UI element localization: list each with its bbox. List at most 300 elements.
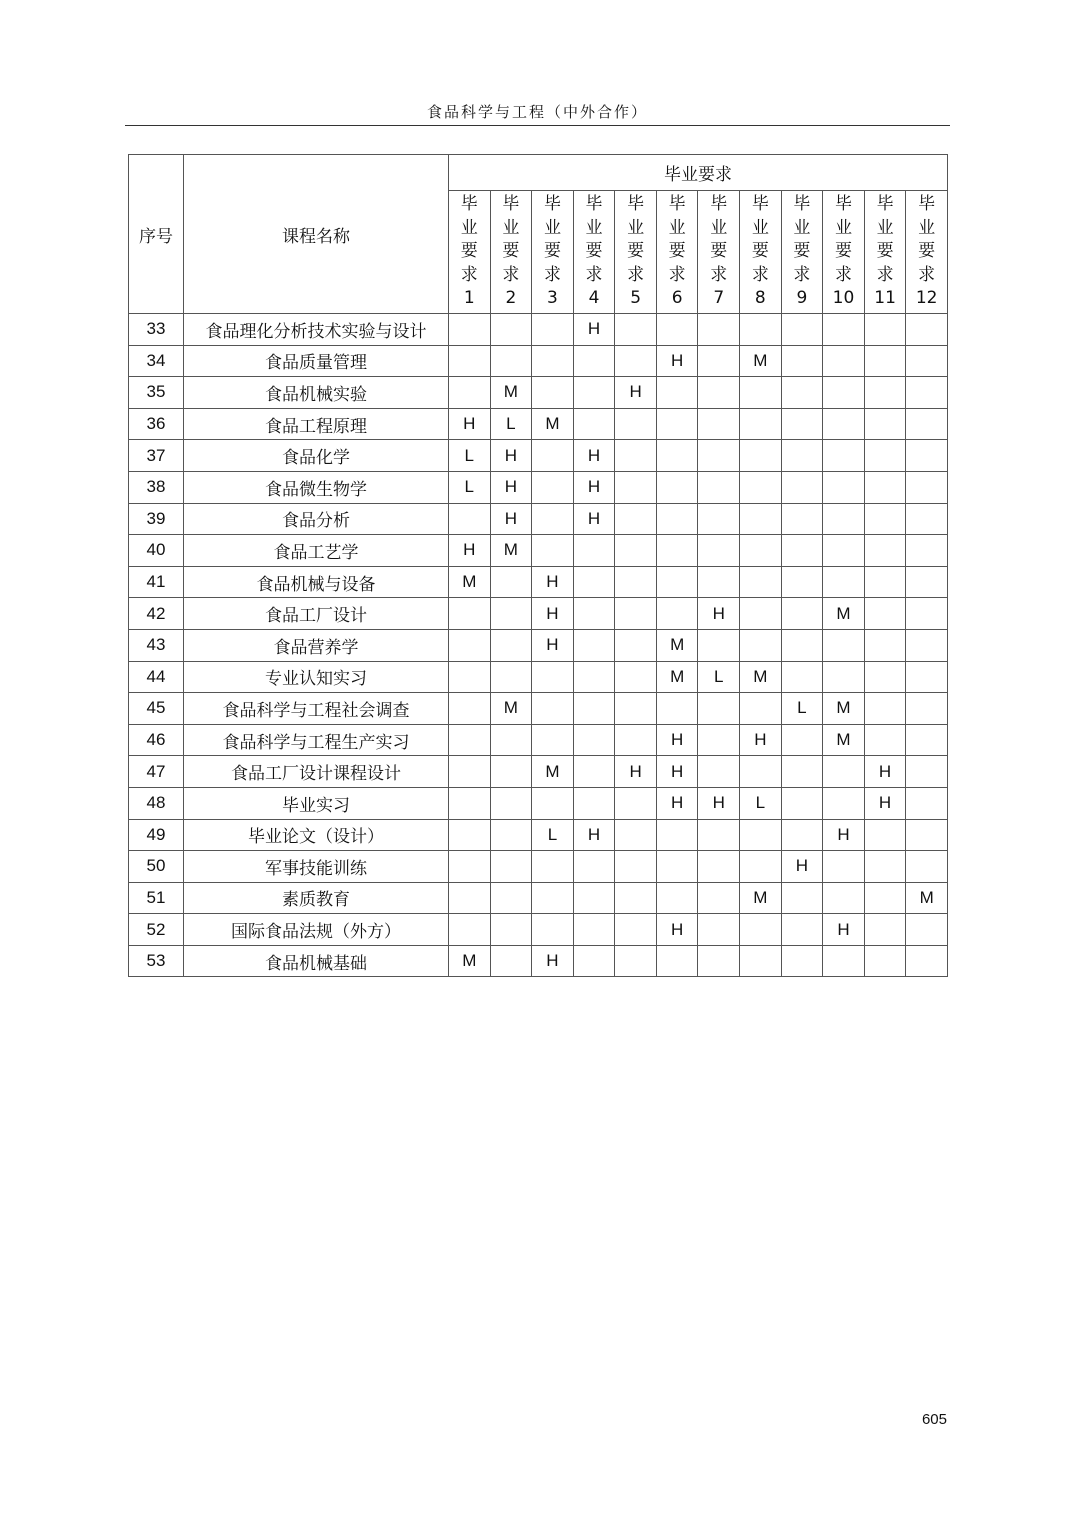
requirement-mark-cell: H (573, 314, 615, 346)
requirement-mark-cell (823, 787, 865, 819)
table-row (129, 535, 948, 567)
requirement-mark-cell: H (656, 787, 698, 819)
requirement-mark-cell (864, 693, 906, 725)
requirement-header-char: 毕 (543, 194, 561, 215)
requirement-mark-cell (740, 945, 782, 977)
requirement-mark-cell (823, 408, 865, 440)
requirement-mark-cell (656, 471, 698, 503)
requirement-mark-cell (615, 724, 657, 756)
table-row (129, 471, 948, 503)
requirement-mark-cell (906, 503, 948, 535)
requirement-mark-cell (781, 914, 823, 946)
requirement-mark-cell (698, 914, 740, 946)
row-seq: 38 (129, 471, 184, 503)
requirement-header-char: 8 (754, 288, 766, 309)
table-row (129, 851, 948, 883)
table-row (129, 882, 948, 914)
requirement-mark-cell (906, 756, 948, 788)
row-seq: 43 (129, 629, 184, 661)
requirement-mark-cell (698, 693, 740, 725)
requirement-header-char: 业 (460, 217, 478, 238)
requirement-mark-cell (823, 566, 865, 598)
requirement-header-char: 要 (918, 241, 936, 262)
requirement-mark-cell: H (490, 471, 532, 503)
requirement-mark-cell (490, 629, 532, 661)
requirement-header-char: 求 (627, 264, 645, 285)
requirement-mark-cell (532, 314, 574, 346)
row-seq: 37 (129, 440, 184, 472)
row-course-name: 国际食品法规（外方） (184, 914, 449, 946)
column-header-requirement-9 (781, 191, 823, 314)
requirement-header-char: 求 (918, 264, 936, 285)
requirement-mark-cell (573, 345, 615, 377)
column-header-requirement-1 (449, 191, 491, 314)
requirement-mark-cell (740, 914, 782, 946)
column-header-requirement-2 (490, 191, 532, 314)
row-seq: 34 (129, 345, 184, 377)
requirement-header-char: 毕 (460, 194, 478, 215)
requirement-mark-cell (781, 566, 823, 598)
requirement-header-char: 11 (874, 288, 896, 309)
requirement-mark-cell (781, 724, 823, 756)
requirement-mark-cell (823, 440, 865, 472)
requirement-mark-cell (906, 471, 948, 503)
row-seq: 45 (129, 693, 184, 725)
requirement-header-char: 求 (834, 264, 852, 285)
requirement-mark-cell (864, 535, 906, 567)
requirement-mark-cell (781, 598, 823, 630)
requirement-header-char: 业 (834, 217, 852, 238)
requirement-mark-cell (532, 787, 574, 819)
requirement-header-char: 5 (630, 288, 642, 309)
requirement-mark-cell (615, 566, 657, 598)
requirement-mark-cell (698, 535, 740, 567)
table-row (129, 377, 948, 409)
column-header-requirement-5 (615, 191, 657, 314)
requirement-mark-cell (449, 598, 491, 630)
requirement-header-char: 业 (502, 217, 520, 238)
requirement-mark-cell (532, 914, 574, 946)
table-row (129, 408, 948, 440)
requirement-mark-cell (449, 503, 491, 535)
requirement-mark-cell (864, 629, 906, 661)
requirement-header-char: 求 (543, 264, 561, 285)
requirement-mark-cell: H (781, 851, 823, 883)
row-course-name: 毕业实习 (184, 787, 449, 819)
requirement-mark-cell (864, 724, 906, 756)
requirement-mark-cell: H (573, 503, 615, 535)
requirement-mark-cell (573, 787, 615, 819)
requirement-mark-cell (449, 787, 491, 819)
requirement-header-char: 要 (834, 241, 852, 262)
requirement-header-char: 4 (588, 288, 600, 309)
requirement-mark-cell (906, 914, 948, 946)
requirement-mark-cell (864, 661, 906, 693)
requirement-mark-cell (823, 756, 865, 788)
requirement-mark-cell (864, 503, 906, 535)
requirement-mark-cell (449, 629, 491, 661)
requirement-mark-cell (864, 566, 906, 598)
table-row (129, 724, 948, 756)
requirement-mark-cell (698, 629, 740, 661)
requirement-mark-cell (449, 819, 491, 851)
requirement-mark-cell: M (656, 629, 698, 661)
requirement-mark-cell (449, 756, 491, 788)
row-seq: 42 (129, 598, 184, 630)
requirement-mark-cell (490, 566, 532, 598)
requirement-mark-cell (490, 724, 532, 756)
requirement-mark-cell (573, 882, 615, 914)
row-seq: 49 (129, 819, 184, 851)
requirement-header-char: 求 (585, 264, 603, 285)
row-seq: 52 (129, 914, 184, 946)
requirement-mark-cell (449, 345, 491, 377)
requirement-mark-cell (781, 503, 823, 535)
requirement-mark-cell (906, 693, 948, 725)
requirement-mark-cell (490, 756, 532, 788)
requirement-mark-cell (781, 377, 823, 409)
row-course-name: 食品微生物学 (184, 471, 449, 503)
requirement-mark-cell: M (532, 756, 574, 788)
requirement-mark-cell (823, 535, 865, 567)
requirement-mark-cell (449, 314, 491, 346)
requirement-mark-cell (615, 314, 657, 346)
table-row (129, 345, 948, 377)
requirement-mark-cell (823, 882, 865, 914)
requirement-mark-cell (906, 598, 948, 630)
row-course-name: 食品化学 (184, 440, 449, 472)
column-header-requirement-6 (656, 191, 698, 314)
column-header-requirement-4 (573, 191, 615, 314)
requirement-header-char: 求 (460, 264, 478, 285)
requirement-mark-cell: H (698, 787, 740, 819)
requirement-mark-cell (615, 882, 657, 914)
requirement-mark-cell (740, 819, 782, 851)
requirement-mark-cell: M (823, 724, 865, 756)
requirement-mark-cell (615, 471, 657, 503)
requirement-mark-cell (532, 724, 574, 756)
requirement-mark-cell (823, 377, 865, 409)
requirement-mark-cell (573, 693, 615, 725)
requirement-mark-cell (573, 629, 615, 661)
requirement-header-char: 1 (463, 288, 475, 309)
requirement-header-char: 毕 (627, 194, 645, 215)
requirement-mark-cell (573, 377, 615, 409)
requirement-mark-cell (906, 345, 948, 377)
requirement-mark-cell: H (698, 598, 740, 630)
requirement-mark-cell (823, 314, 865, 346)
requirement-mark-cell (781, 314, 823, 346)
requirement-mark-cell (864, 819, 906, 851)
column-header-requirement-10 (823, 191, 865, 314)
requirement-mark-cell: H (656, 914, 698, 946)
requirement-mark-cell (864, 882, 906, 914)
requirement-mark-cell: L (698, 661, 740, 693)
requirement-mark-cell (698, 314, 740, 346)
row-seq: 39 (129, 503, 184, 535)
requirement-mark-cell (573, 945, 615, 977)
requirement-mark-cell (781, 819, 823, 851)
requirement-header-char: 要 (502, 241, 520, 262)
requirement-mark-cell (532, 471, 574, 503)
requirement-mark-cell: H (532, 566, 574, 598)
row-seq: 53 (129, 945, 184, 977)
requirement-mark-cell (864, 598, 906, 630)
requirement-mark-cell (656, 819, 698, 851)
requirement-mark-cell (615, 440, 657, 472)
requirement-mark-cell (823, 503, 865, 535)
table-row (129, 661, 948, 693)
requirement-mark-cell (615, 661, 657, 693)
requirement-mark-cell (698, 471, 740, 503)
requirement-mark-cell (615, 598, 657, 630)
requirement-mark-cell: M (823, 598, 865, 630)
requirement-mark-cell: M (740, 661, 782, 693)
requirement-mark-cell (781, 345, 823, 377)
requirement-mark-cell (615, 503, 657, 535)
requirement-header-char: 业 (876, 217, 894, 238)
requirement-header-char: 求 (668, 264, 686, 285)
row-course-name: 食品工艺学 (184, 535, 449, 567)
requirement-mark-cell (823, 851, 865, 883)
requirement-mark-cell (532, 345, 574, 377)
requirement-header-char: 10 (832, 288, 855, 309)
requirement-mark-cell (573, 724, 615, 756)
requirement-mark-cell (490, 598, 532, 630)
requirement-mark-cell (740, 377, 782, 409)
requirement-mark-cell: L (781, 693, 823, 725)
requirement-mark-cell: L (740, 787, 782, 819)
requirement-mark-cell (906, 314, 948, 346)
column-header-requirement-8 (740, 191, 782, 314)
requirement-mark-cell: M (449, 566, 491, 598)
requirement-mark-cell (781, 882, 823, 914)
matrix-body (129, 314, 948, 977)
requirement-header-char: 毕 (751, 194, 769, 215)
requirement-mark-cell (573, 661, 615, 693)
requirement-header-char: 业 (710, 217, 728, 238)
requirement-mark-cell (532, 851, 574, 883)
requirement-mark-cell (740, 314, 782, 346)
requirement-header-char: 毕 (834, 194, 852, 215)
requirement-mark-cell: M (823, 693, 865, 725)
requirement-header-char: 要 (793, 241, 811, 262)
requirement-mark-cell (906, 724, 948, 756)
requirement-header-char: 业 (627, 217, 645, 238)
row-seq: 35 (129, 377, 184, 409)
requirement-mark-cell (864, 440, 906, 472)
requirement-mark-cell (740, 440, 782, 472)
requirement-mark-cell (656, 945, 698, 977)
requirement-mark-cell: H (532, 945, 574, 977)
requirement-mark-cell (532, 882, 574, 914)
requirement-mark-cell: M (740, 882, 782, 914)
requirement-header-char: 业 (668, 217, 686, 238)
row-seq: 48 (129, 787, 184, 819)
requirement-header-char: 7 (713, 288, 725, 309)
requirement-mark-cell (698, 945, 740, 977)
row-seq: 44 (129, 661, 184, 693)
requirement-mark-cell (906, 629, 948, 661)
requirement-mark-cell (823, 629, 865, 661)
requirement-mark-cell: H (449, 535, 491, 567)
requirement-mark-cell (656, 851, 698, 883)
table-row (129, 945, 948, 977)
requirement-mark-cell: H (532, 629, 574, 661)
graduation-requirements-matrix (128, 154, 948, 977)
column-header-course-name: 课程名称 (184, 155, 449, 314)
requirement-mark-cell (532, 503, 574, 535)
requirement-mark-cell: H (656, 345, 698, 377)
requirement-mark-cell (573, 535, 615, 567)
requirement-header-char: 要 (460, 241, 478, 262)
table-row (129, 756, 948, 788)
requirement-header-char: 12 (915, 288, 938, 309)
row-course-name: 食品科学与工程生产实习 (184, 724, 449, 756)
requirement-mark-cell: H (573, 471, 615, 503)
requirement-mark-cell: H (615, 377, 657, 409)
requirement-mark-cell (864, 914, 906, 946)
requirement-mark-cell (656, 566, 698, 598)
row-seq: 51 (129, 882, 184, 914)
page-number: 605 (921, 1411, 947, 1428)
requirement-mark-cell: H (615, 756, 657, 788)
row-course-name: 毕业论文（设计） (184, 819, 449, 851)
requirement-mark-cell (823, 345, 865, 377)
requirement-mark-cell (573, 598, 615, 630)
requirement-mark-cell (490, 314, 532, 346)
requirement-mark-cell (781, 661, 823, 693)
requirement-mark-cell (740, 598, 782, 630)
requirement-mark-cell: H (864, 756, 906, 788)
requirement-mark-cell (573, 851, 615, 883)
requirement-header-char: 毕 (710, 194, 728, 215)
requirement-header-char: 要 (585, 241, 603, 262)
requirement-mark-cell (740, 629, 782, 661)
row-course-name: 素质教育 (184, 882, 449, 914)
table-row (129, 566, 948, 598)
requirement-header-char: 业 (918, 217, 936, 238)
requirement-mark-cell (906, 787, 948, 819)
requirement-header-char: 3 (547, 288, 558, 309)
table-row (129, 503, 948, 535)
row-course-name: 食品科学与工程社会调查 (184, 693, 449, 725)
requirement-mark-cell: M (490, 693, 532, 725)
requirement-mark-cell (698, 566, 740, 598)
requirement-mark-cell: H (449, 408, 491, 440)
requirement-header-char: 毕 (793, 194, 811, 215)
row-course-name: 食品营养学 (184, 629, 449, 661)
column-header-requirement-11 (864, 191, 906, 314)
requirement-mark-cell (823, 471, 865, 503)
requirement-mark-cell: M (906, 882, 948, 914)
requirement-header-char: 要 (751, 241, 769, 262)
requirement-mark-cell (698, 440, 740, 472)
requirement-mark-cell (740, 503, 782, 535)
row-seq: 40 (129, 535, 184, 567)
requirement-mark-cell (615, 914, 657, 946)
column-header-requirement-3 (532, 191, 574, 314)
requirement-mark-cell (490, 345, 532, 377)
table-row (129, 598, 948, 630)
requirement-mark-cell (698, 882, 740, 914)
row-seq: 36 (129, 408, 184, 440)
table-row (129, 693, 948, 725)
requirement-mark-cell (490, 914, 532, 946)
requirement-mark-cell (864, 408, 906, 440)
requirement-mark-cell: H (864, 787, 906, 819)
requirement-mark-cell (532, 377, 574, 409)
requirement-header-char: 毕 (502, 194, 520, 215)
requirement-header-char: 6 (671, 288, 683, 309)
requirement-mark-cell (740, 471, 782, 503)
row-course-name: 食品工厂设计课程设计 (184, 756, 449, 788)
requirement-mark-cell (573, 914, 615, 946)
requirement-mark-cell (615, 345, 657, 377)
requirement-header-char: 9 (796, 288, 808, 309)
requirement-mark-cell: H (823, 914, 865, 946)
row-course-name: 食品理化分析技术实验与设计 (184, 314, 449, 346)
requirement-mark-cell (906, 851, 948, 883)
row-course-name: 食品机械实验 (184, 377, 449, 409)
header-row-group (129, 155, 948, 191)
requirement-mark-cell (615, 819, 657, 851)
requirement-mark-cell (740, 693, 782, 725)
requirement-header-char: 要 (668, 241, 686, 262)
requirement-header-char: 业 (793, 217, 811, 238)
requirement-header-char: 要 (543, 241, 561, 262)
requirement-mark-cell (573, 566, 615, 598)
requirement-mark-cell: M (532, 408, 574, 440)
requirement-header-char: 毕 (876, 194, 894, 215)
requirement-mark-cell (656, 882, 698, 914)
requirement-mark-cell (781, 787, 823, 819)
requirement-mark-cell (864, 314, 906, 346)
requirement-mark-cell (864, 345, 906, 377)
requirement-mark-cell (781, 440, 823, 472)
requirement-mark-cell (698, 819, 740, 851)
requirement-mark-cell (656, 408, 698, 440)
requirement-mark-cell (698, 503, 740, 535)
requirement-mark-cell (532, 535, 574, 567)
row-seq: 46 (129, 724, 184, 756)
row-course-name: 食品工程原理 (184, 408, 449, 440)
requirement-header-char: 要 (876, 241, 894, 262)
column-header-seq: 序号 (129, 155, 184, 314)
requirement-mark-cell (615, 693, 657, 725)
requirement-mark-cell (449, 851, 491, 883)
requirement-mark-cell (449, 377, 491, 409)
requirement-mark-cell (449, 724, 491, 756)
requirement-mark-cell (698, 408, 740, 440)
requirement-mark-cell (490, 787, 532, 819)
table-row (129, 440, 948, 472)
requirement-mark-cell (823, 945, 865, 977)
requirement-mark-cell (615, 408, 657, 440)
requirement-mark-cell (656, 440, 698, 472)
row-course-name: 食品分析 (184, 503, 449, 535)
requirement-mark-cell (698, 377, 740, 409)
requirement-mark-cell: M (490, 535, 532, 567)
requirement-mark-cell (615, 851, 657, 883)
requirement-mark-cell (490, 945, 532, 977)
requirement-mark-cell (532, 440, 574, 472)
requirement-mark-cell (698, 724, 740, 756)
requirement-mark-cell (906, 535, 948, 567)
requirement-mark-cell (490, 851, 532, 883)
requirement-header-char: 2 (505, 288, 517, 309)
requirement-mark-cell (740, 756, 782, 788)
